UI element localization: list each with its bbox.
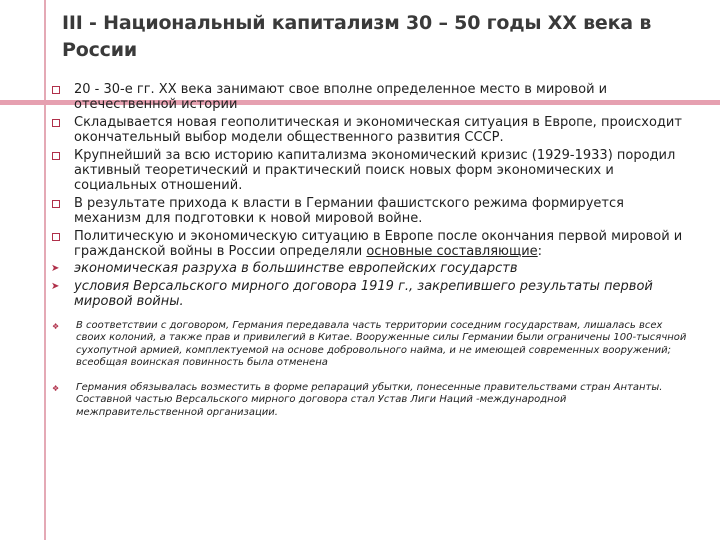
bullet-item-6 — [48, 261, 688, 276]
bullet-item-7 — [48, 279, 688, 310]
bullet-text: 20 - 30-е гг. XX века занимают свое вполне определенное место в мировой и отечественной истории — [74, 82, 608, 113]
square-bullet-icon — [52, 200, 60, 208]
bullet-item-2 — [48, 115, 688, 146]
slide-title: III - Национальный капитализм 30 – 50 годы XX века в России — [62, 12, 652, 61]
square-bullet-icon — [52, 86, 60, 94]
bullet-text: Политическую и экономическую ситуацию в Европе после окончания первой мировой и гражданской войны в России определяли — [74, 228, 683, 260]
arrow-bullet-icon: ➤ — [51, 280, 60, 292]
bullet-text-end: : — [537, 244, 543, 260]
bullet-text: Крупнейший за всю историю капитализма экономический кризис (1929-1933) породил активный теоретический и практический поиск новых форм экономических и социальных отношений. — [74, 147, 676, 194]
bullet-list — [48, 82, 688, 421]
bullet-item-8 — [48, 320, 688, 370]
arrow-bullet-icon: ➤ — [51, 263, 60, 275]
diamond-bullet-icon: ❖ — [52, 321, 60, 331]
bullet-item-3 — [48, 148, 688, 194]
bullet-text: Германия обязывалась возместить в форме репараций убытки, понесенные правительствами стран Антанты. Составной частью Версальского мирного договора стал Устав Лиги Наций -международной межправительственной организации. — [76, 381, 663, 418]
diamond-bullet-icon: ❖ — [52, 383, 60, 393]
square-bullet-icon — [52, 152, 60, 160]
square-bullet-icon — [52, 233, 60, 241]
bullet-item-5 — [48, 229, 688, 260]
square-bullet-icon — [52, 119, 60, 127]
bullet-item-9 — [48, 382, 688, 420]
left-margin-bar — [0, 0, 25, 540]
bullet-text: условия Версальского мирного договора 1919 г., закрепившего результаты первой мировой войны. — [74, 278, 653, 310]
bullet-text: Складывается новая геополитическая и экономическая ситуация в Европе, происходит окончательный выбор модели общественного развития СССР. — [74, 114, 682, 146]
underlined-text: основные составляющие — [366, 244, 538, 260]
bullet-item-4 — [48, 196, 688, 227]
bullet-item-1 — [48, 82, 688, 113]
bullet-text: В соответствии с договором, Германия передавала часть территории соседним государствам, лишалась всех своих колоний, а также прав и привилегий в Китае. Вооруженные силы Германии были ограничены 100-тысячной сухопутной армией, комплектуемой на основе добровольного найма, и не имеющей современных вооружений; всеобщая воинская повинность была отменена — [76, 319, 687, 369]
bullet-text: экономическая разруха в большинстве европейских государств — [74, 261, 518, 277]
bullet-text: В результате прихода к власти в Германии фашистского режима формируется механизм для подготовки к новой мировой войне. — [74, 195, 624, 227]
vertical-accent-line — [44, 0, 46, 540]
